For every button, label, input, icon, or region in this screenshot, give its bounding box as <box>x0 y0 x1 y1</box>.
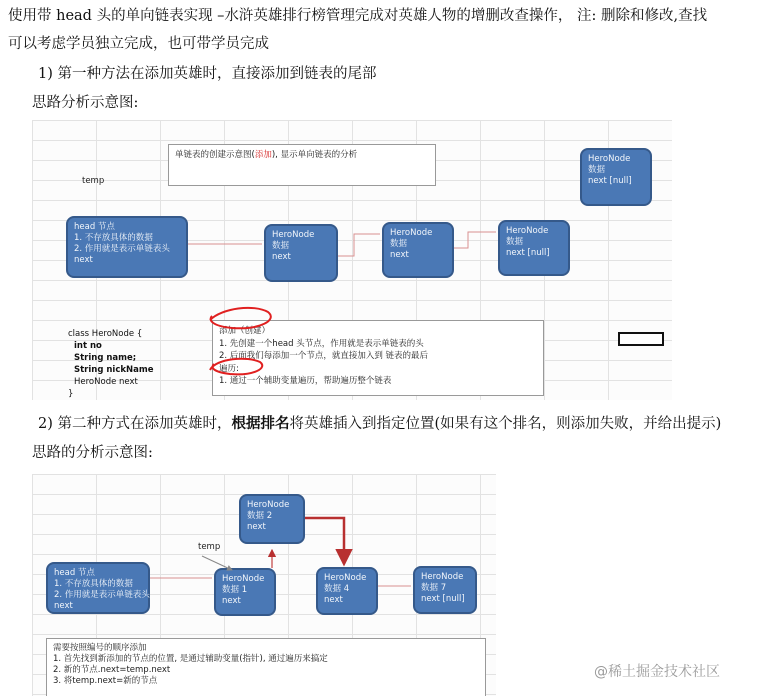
node-next: next <box>390 250 409 260</box>
section2-heading-after: 将英雄插入到指定位置(如果有这个排名，则添加失败，并给出提示) <box>289 416 722 432</box>
code-line: int no <box>74 341 102 351</box>
node-data: 数据 7 <box>421 583 447 593</box>
intro-line-2: 可以考虑学员独立完成，也可带学员完成 <box>8 36 269 52</box>
node-desc-1: 1. 不存放具体的数据 <box>54 579 133 589</box>
note-line: 遍历: <box>219 363 239 374</box>
node-next: next [null] <box>588 176 632 186</box>
node-data: 数据 1 <box>222 585 248 595</box>
section1-caption: 思路分析示意图: <box>32 95 139 111</box>
node-data: 数据 <box>588 165 606 175</box>
fig1-title-before: 单链表的创建示意图( <box>175 150 255 160</box>
node-desc-2: 2. 作用就是表示单链表头 <box>74 244 170 254</box>
fig2-temp-label: temp <box>198 542 221 552</box>
figure-2 <box>32 474 496 696</box>
node-next: next <box>222 596 241 606</box>
note-line: 2. 后面我们每添加一个节点，就直接加入到 链表的最后 <box>219 351 429 361</box>
node-data: 数据 4 <box>324 584 350 594</box>
node-label: HeroNode <box>421 572 464 582</box>
connector-node1-node2 <box>338 234 380 256</box>
node-data: 数据 2 <box>247 511 273 521</box>
note-line: 1. 首先找到新添加的节点的位置, 是通过辅助变量(指针), 通过遍历来搞定 <box>53 654 328 664</box>
section2-caption: 思路的分析示意图: <box>32 445 153 461</box>
intro-line-1: 使用带 head 头的单向链表实现 –水浒英雄排行榜管理完成对英雄人物的增删改查操作， 注: 删除和修改,查找 <box>8 8 708 24</box>
node-next: next [null] <box>421 594 465 604</box>
node-label: HeroNode <box>247 500 290 510</box>
note-line: 1. 通过一个辅助变量遍历，帮助遍历整个链表 <box>219 376 392 386</box>
fig2-connectors <box>32 474 496 696</box>
code-line: HeroNode next <box>74 377 138 387</box>
note-line: 2. 新的节点.next=temp.next <box>53 665 171 675</box>
node-next: next <box>74 255 93 265</box>
temp-pointer <box>202 556 232 570</box>
node-desc-1: 1. 不存放具体的数据 <box>74 233 153 243</box>
note-line: 需要按照编号的顺序添加 <box>53 643 147 653</box>
watermark: @稀土掘金技术社区 <box>594 664 720 680</box>
node-next: next [null] <box>506 248 550 258</box>
code-line: String nickName <box>74 365 154 375</box>
red-circle-traverse <box>210 359 262 375</box>
code-line: String name; <box>74 353 137 363</box>
section2-heading-before: 2) 第二种方式在添加英雄时， <box>38 416 232 432</box>
fig1-connectors <box>32 120 672 400</box>
node-label: HeroNode <box>272 230 315 240</box>
node-label: head 节点 <box>54 568 95 578</box>
connector-node2-node3 <box>454 232 496 248</box>
code-line: } <box>68 389 74 399</box>
node-next: next <box>247 522 266 532</box>
connector-newnode-node4 <box>305 518 344 564</box>
node-data: 数据 <box>272 241 290 251</box>
figure-1 <box>32 120 672 400</box>
node-desc-2: 2. 作用就是表示单链表头 <box>54 590 150 600</box>
code-line: class HeroNode { <box>68 329 143 339</box>
section1-heading: 1) 第一种方法在添加英雄时，直接添加到链表的尾部 <box>38 66 377 82</box>
fig1-title-after: ), 显示单向链表的分析 <box>271 150 358 160</box>
node-next: next <box>54 601 73 611</box>
section2-heading-bold: 根据排名 <box>231 415 290 432</box>
node-data: 数据 <box>390 239 408 249</box>
section2-heading <box>38 414 721 434</box>
node-next: next <box>324 595 343 605</box>
node-label: head 节点 <box>74 222 115 232</box>
node-label: HeroNode <box>588 154 631 164</box>
node-label: HeroNode <box>222 574 265 584</box>
note-line: 添加（创建） <box>219 326 271 336</box>
node-data: 数据 <box>506 237 524 247</box>
red-circle-add <box>210 308 271 328</box>
node-label: HeroNode <box>324 573 367 583</box>
fig1-title-red: 添加 <box>254 150 272 160</box>
fig1-temp-label: temp <box>82 176 105 186</box>
note-line: 1. 先创建一个head 头节点，作用就是表示单链表的头 <box>219 338 424 349</box>
node-label: HeroNode <box>506 226 549 236</box>
node-label: HeroNode <box>390 228 433 238</box>
node-next: next <box>272 252 291 262</box>
note-line: 3. 将temp.next=新的节点 <box>53 676 158 686</box>
